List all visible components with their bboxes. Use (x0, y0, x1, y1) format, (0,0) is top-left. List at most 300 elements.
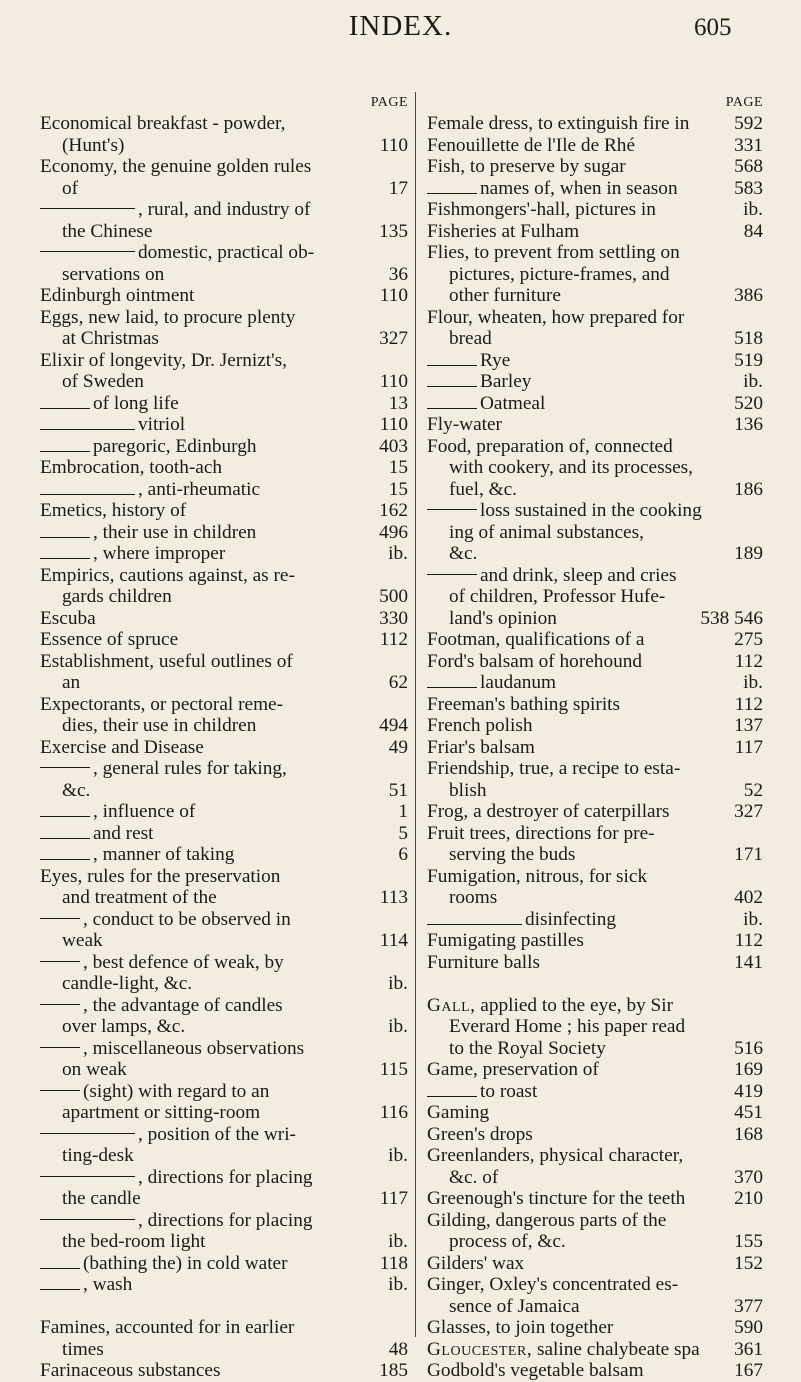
entry-text: , manner of taking (93, 844, 235, 865)
page-column-heading: PAGE (370, 95, 408, 110)
ditto-dash (40, 408, 90, 409)
entry-text: Emetics, history of (40, 500, 187, 521)
index-entry (40, 565, 408, 608)
entry-text: Fisheries at Fulham (427, 220, 580, 242)
page-reference: 402 (734, 887, 763, 908)
index-entry (427, 715, 763, 737)
ditto-dash (40, 1219, 135, 1220)
page-reference: 590 (734, 1317, 763, 1338)
ditto-dash (40, 838, 90, 839)
index-entry (40, 242, 408, 285)
index-entry (427, 199, 763, 221)
section-gap (40, 1296, 408, 1318)
index-entry (40, 866, 408, 909)
entry-text: Barley (480, 371, 532, 392)
index-entry (427, 371, 763, 393)
index-entry (427, 178, 763, 200)
page-reference: 13 (388, 392, 408, 414)
index-entry (40, 694, 408, 737)
page-reference: 52 (743, 779, 763, 801)
page-reference: 62 (388, 672, 408, 693)
index-entry (40, 737, 408, 759)
index-entry (427, 135, 763, 157)
page-reference: 330 (379, 607, 408, 629)
page-reference: 110 (379, 285, 408, 306)
ditto-dash (40, 537, 90, 538)
page-reference: 516 (734, 1037, 763, 1059)
entry-text: dies, their use in children (62, 715, 257, 736)
index-entry (40, 651, 408, 694)
page-reference: 496 (379, 521, 408, 543)
entry-text: Everard Home ; his paper read (449, 1016, 686, 1037)
entry-text: Economy, the genuine golden rules (40, 156, 312, 177)
column-divider (415, 92, 416, 1337)
entry-text: Rye (480, 349, 511, 371)
entry-text: blish (449, 779, 487, 801)
entry-text: names of, when in season (480, 177, 678, 199)
entry-text: Fumigation, nitrous, for sick (427, 865, 648, 887)
index-entry (40, 629, 408, 651)
page-reference: 114 (379, 930, 408, 951)
entry-text: Empirics, cautions against, as re- (40, 564, 295, 586)
page-reference: 15 (388, 457, 408, 478)
entry-text: sence of Jamaica (449, 1295, 580, 1317)
page-reference: 592 (734, 113, 763, 134)
index-entry (427, 1210, 763, 1253)
page-reference: 518 (734, 328, 763, 349)
page-reference: 137 (734, 715, 763, 736)
index-entry (427, 1317, 763, 1339)
ditto-dash (427, 687, 477, 688)
ditto-dash (40, 1133, 135, 1134)
index-entry (427, 651, 763, 673)
index-entry (40, 758, 408, 801)
page-reference: 110 (379, 371, 408, 392)
entry-text: ting-desk (62, 1145, 134, 1166)
entry-text: to roast (480, 1080, 538, 1102)
entry-text: Godbold's vegetable balsam (427, 1360, 644, 1381)
index-entry (40, 1360, 408, 1382)
page-reference: ib. (388, 973, 408, 994)
page-reference: 49 (388, 736, 408, 758)
index-entry (40, 995, 408, 1038)
index-entry (427, 221, 763, 243)
index-entry (427, 1124, 763, 1146)
entry-text: Female dress, to extinguish fire in (427, 113, 690, 134)
page-reference: 141 (734, 951, 763, 973)
index-entry (427, 242, 763, 307)
entry-text: , position of the wri- (138, 1123, 296, 1145)
ditto-dash (427, 509, 477, 510)
page-reference: ib. (388, 543, 408, 564)
section-gap (427, 973, 763, 995)
entry-text: &c. (62, 779, 91, 801)
ditto-dash (40, 1090, 80, 1091)
page-reference: 113 (379, 887, 408, 908)
index-entry (427, 500, 763, 565)
entry-text: an (62, 672, 81, 693)
entry-text: vitriol (138, 414, 186, 435)
entry-text: Ginger, Oxley's concentrated es- (427, 1274, 679, 1295)
page-reference: 451 (734, 1102, 763, 1123)
index-entry (427, 565, 763, 630)
entry-text: Friendship, true, a recipe to esta- (427, 758, 681, 779)
page-reference: 115 (379, 1059, 408, 1080)
entry-text: Edinburgh ointment (40, 285, 195, 306)
index-entry (40, 1253, 408, 1275)
entry-text: servations on (62, 263, 165, 285)
entry-text: rooms (449, 887, 498, 908)
page-reference: 112 (734, 693, 763, 715)
index-entry (427, 307, 763, 350)
entry-text: Elixir of longevity, Dr. Jernizt's, (40, 349, 287, 371)
entry-text: Fruit trees, directions for pre- (427, 822, 655, 844)
entry-text: Gilding, dangerous parts of the (427, 1209, 667, 1231)
entry-text: Economical breakfast - powder, (40, 113, 286, 134)
entry-text: Gall, applied to the eye, by Sir (427, 994, 674, 1016)
entry-text: Glasses, to join together (427, 1317, 614, 1338)
entry-text: serving the buds (449, 844, 576, 865)
entry-text: Game, preservation of (427, 1059, 599, 1080)
entry-text: Embrocation, tooth-ach (40, 457, 223, 478)
index-entry (427, 930, 763, 952)
entry-text: the Chinese (62, 220, 153, 242)
page-reference: 17 (388, 177, 408, 199)
index-entry (427, 801, 763, 823)
page-reference: 167 (734, 1360, 763, 1381)
entry-text: times (62, 1338, 104, 1360)
page-reference: 331 (734, 134, 763, 156)
entry-text: disinfecting (525, 908, 617, 930)
index-entry (427, 414, 763, 436)
entry-text: laudanum (480, 672, 557, 693)
entry-text: Greenough's tincture for the teeth (427, 1188, 686, 1209)
entry-text: Exercise and Disease (40, 736, 204, 758)
page-reference: ib. (388, 1231, 408, 1252)
entry-text: , the advantage of candles (83, 994, 283, 1016)
index-entry (427, 1360, 763, 1382)
page-reference: 168 (734, 1123, 763, 1145)
entry-text: Friar's balsam (427, 736, 535, 758)
entry-text: Footman, qualifications of a (427, 629, 645, 650)
entry-text: , directions for placing (138, 1209, 313, 1231)
entry-text: (bathing the) in cold water (83, 1252, 288, 1274)
index-entry (427, 737, 763, 759)
page-reference: 500 (379, 586, 408, 607)
ditto-dash (40, 451, 90, 452)
entry-text: gards children (62, 586, 172, 607)
index-entry (427, 866, 763, 909)
entry-text: , conduct to be observed in (83, 908, 291, 930)
entry-text: Fish, to preserve by sugar (427, 156, 626, 177)
entry-text: at Christmas (62, 328, 159, 349)
entry-text: Gilders' wax (427, 1252, 525, 1274)
entry-text: (Hunt's) (62, 134, 125, 156)
entry-text: French polish (427, 715, 533, 736)
page-reference: ib. (388, 1016, 408, 1037)
ditto-dash (40, 494, 135, 495)
page-reference: 112 (734, 650, 763, 672)
page-reference: 116 (379, 1102, 408, 1123)
entry-text: Fishmongers'-hall, pictures in (427, 199, 656, 220)
page-reference: 152 (734, 1252, 763, 1274)
entry-text: weak (62, 930, 103, 951)
page-reference: 171 (734, 844, 763, 865)
page-column-heading: PAGE (725, 95, 763, 110)
entry-text: Famines, accounted for in earlier (40, 1317, 295, 1338)
index-entry (40, 844, 408, 866)
index-entry (40, 909, 408, 952)
entry-text: Fumigating pastilles (427, 930, 584, 951)
entry-text: , rural, and industry of (138, 199, 311, 220)
entry-text: Gloucester, saline chalybeate spa (427, 1338, 700, 1360)
entry-text: &c. (449, 543, 478, 564)
page-reference: 5 (398, 822, 408, 844)
ditto-dash (40, 558, 90, 559)
index-entry (40, 285, 408, 307)
ditto-dash (40, 251, 135, 252)
entry-text: apartment or sitting-room (62, 1102, 261, 1123)
page-reference: 15 (388, 478, 408, 500)
index-entry (40, 436, 408, 458)
entry-text: , influence of (93, 801, 196, 822)
entry-text: and drink, sleep and cries (480, 564, 677, 586)
entry-text: to the Royal Society (449, 1037, 606, 1059)
entry-text: , their use in children (93, 521, 257, 543)
page-reference: 275 (734, 629, 763, 650)
index-entry (40, 1167, 408, 1210)
entry-text: process of, &c. (449, 1231, 566, 1252)
entry-text: ing of animal substances, (449, 521, 644, 543)
page-reference: 189 (734, 543, 763, 564)
entry-text: Farinaceous substances (40, 1360, 221, 1381)
entry-text: Oatmeal (480, 392, 546, 414)
page-reference: 538 546 (700, 607, 763, 629)
index-entry (40, 608, 408, 630)
ditto-dash (40, 918, 80, 919)
page-reference: 361 (734, 1338, 763, 1360)
ditto-dash (427, 386, 477, 387)
page-reference: ib. (743, 908, 763, 930)
index-entry (427, 436, 763, 501)
index-entry (40, 1317, 408, 1360)
index-entry (40, 393, 408, 415)
index-entry (40, 823, 408, 845)
page-reference: 327 (379, 328, 408, 349)
index-entry (40, 522, 408, 544)
index-entry (427, 1274, 763, 1317)
ditto-dash (40, 1289, 80, 1290)
index-entry (40, 350, 408, 393)
ditto-dash (40, 816, 90, 817)
entry-text: candle-light, &c. (62, 973, 193, 994)
index-entry (40, 1274, 408, 1296)
entry-text: , wash (83, 1274, 133, 1295)
entry-text: , best defence of weak, by (83, 951, 284, 973)
index-entry (427, 1188, 763, 1210)
page-reference: ib. (388, 1274, 408, 1295)
ditto-dash (40, 767, 90, 768)
entry-text: domestic, practical ob- (138, 242, 315, 263)
index-entry (427, 629, 763, 651)
entry-text: Flour, wheaten, how prepared for (427, 306, 685, 328)
page-reference: 117 (379, 1188, 408, 1209)
index-entry (427, 758, 763, 801)
ditto-dash (40, 429, 135, 430)
ditto-dash (427, 193, 477, 194)
page-reference: 568 (734, 156, 763, 177)
entry-text: Fly-water (427, 414, 502, 435)
entry-text: Escuba (40, 607, 96, 629)
entry-text: Expectorants, or pectoral reme- (40, 693, 284, 715)
entry-text: Eyes, rules for the preservation (40, 865, 281, 887)
page-reference: 1 (398, 801, 408, 822)
entry-text: with cookery, and its processes, (449, 457, 693, 478)
ditto-dash (40, 208, 135, 209)
index-entry (427, 694, 763, 716)
index-entry (427, 113, 763, 135)
page-reference: 210 (734, 1188, 763, 1209)
page-reference: 386 (734, 285, 763, 306)
page-reference: 110 (379, 414, 408, 435)
entry-text: Flies, to prevent from settling on (427, 242, 680, 263)
ditto-dash (427, 408, 477, 409)
page-reference: 162 (379, 500, 408, 521)
ditto-dash (40, 859, 90, 860)
page-reference: ib. (743, 371, 763, 392)
ditto-dash (40, 1047, 80, 1048)
page-reference: 169 (734, 1059, 763, 1080)
index-entry (40, 801, 408, 823)
page-reference: 48 (388, 1338, 408, 1360)
page-reference: 135 (379, 220, 408, 242)
page-reference: 6 (398, 844, 408, 865)
ditto-dash (40, 1268, 80, 1269)
index-entry (40, 199, 408, 242)
right-column (427, 93, 763, 1382)
index-entry (427, 1081, 763, 1103)
entry-text: over lamps, &c. (62, 1016, 186, 1037)
index-entry (40, 457, 408, 479)
index-entry (40, 1038, 408, 1081)
entry-text: Essence of spruce (40, 629, 179, 650)
entry-text: bread (449, 328, 492, 349)
index-entry (40, 500, 408, 522)
entry-text: , anti-rheumatic (138, 478, 261, 500)
index-entry (40, 952, 408, 995)
page-reference: 419 (734, 1080, 763, 1102)
page-reference: 185 (379, 1360, 408, 1381)
index-entry (40, 414, 408, 436)
entry-text: , miscellaneous observations (83, 1037, 305, 1059)
page-reference: 494 (379, 715, 408, 736)
page-number: 605 (694, 14, 732, 41)
index-entry (427, 1059, 763, 1081)
page-reference: 36 (388, 263, 408, 285)
entry-text: paregoric, Edinburgh (93, 435, 257, 457)
index-entry (427, 1102, 763, 1124)
index-entry (40, 1124, 408, 1167)
page-reference: ib. (388, 1145, 408, 1166)
entry-text: of long life (93, 392, 179, 414)
page-reference: 84 (743, 220, 763, 242)
index-entry (427, 350, 763, 372)
page-reference: 112 (734, 930, 763, 951)
entry-text: , where improper (93, 543, 226, 564)
entry-text: , general rules for taking, (93, 758, 287, 779)
page-reference: 118 (379, 1252, 408, 1274)
page-reference: 117 (734, 736, 763, 758)
entry-text: Gaming (427, 1102, 490, 1123)
page-reference: 112 (379, 629, 408, 650)
entry-text: Frog, a destroyer of caterpillars (427, 801, 670, 822)
ditto-dash (427, 574, 477, 575)
entry-text: loss sustained in the cooking (480, 500, 702, 521)
page-reference: 186 (734, 478, 763, 500)
page-reference: 370 (734, 1166, 763, 1188)
index-entry (40, 1210, 408, 1253)
entry-text: Ford's balsam of horehound (427, 650, 643, 672)
page-reference: 583 (734, 177, 763, 199)
entry-text: other furniture (449, 285, 561, 306)
entry-text: Fenouillette de l'Ile de Rhé (427, 134, 636, 156)
index-entry (427, 1253, 763, 1275)
entry-text: Green's drops (427, 1123, 533, 1145)
entry-text: Establishment, useful outlines of (40, 650, 293, 672)
page-reference: 403 (379, 435, 408, 457)
page-reference: 155 (734, 1231, 763, 1252)
entry-text: of (62, 177, 79, 199)
entry-text: of Sweden (62, 371, 144, 392)
index-entry (427, 1339, 763, 1361)
entry-text: &c. of (449, 1166, 499, 1188)
index-entry (40, 307, 408, 350)
ditto-dash (427, 1096, 477, 1097)
page-reference: 377 (734, 1295, 763, 1317)
entry-text: the bed-room light (62, 1231, 206, 1252)
index-entry (40, 479, 408, 501)
entry-text: of children, Professor Hufe- (449, 586, 666, 607)
ditto-dash (40, 1004, 80, 1005)
index-entry (40, 1081, 408, 1124)
index-entry (427, 823, 763, 866)
page-reference: 519 (734, 349, 763, 371)
entry-text: Furniture balls (427, 951, 540, 973)
ditto-dash (40, 961, 80, 962)
index-entry (427, 995, 763, 1060)
index-entry (427, 1145, 763, 1188)
index-entry (427, 672, 763, 694)
index-entry (427, 156, 763, 178)
entry-text: Eggs, new laid, to procure plenty (40, 306, 296, 328)
page-reference: ib. (743, 672, 763, 693)
page-reference: 136 (734, 414, 763, 435)
ditto-dash (40, 1176, 135, 1177)
entry-text: and treatment of the (62, 887, 217, 908)
entry-text: Food, preparation of, connected (427, 435, 673, 457)
index-entry (427, 909, 763, 931)
entry-text: fuel, &c. (449, 478, 517, 500)
ditto-dash (427, 365, 477, 366)
index-entry (427, 952, 763, 974)
entry-text: Greenlanders, physical character, (427, 1145, 684, 1166)
index-entry (427, 393, 763, 415)
page-reference: 110 (379, 134, 408, 156)
entry-text: (sight) with regard to an (83, 1080, 270, 1102)
index-entry (40, 543, 408, 565)
entry-text: Freeman's bathing spirits (427, 693, 621, 715)
index-entry (40, 113, 408, 156)
